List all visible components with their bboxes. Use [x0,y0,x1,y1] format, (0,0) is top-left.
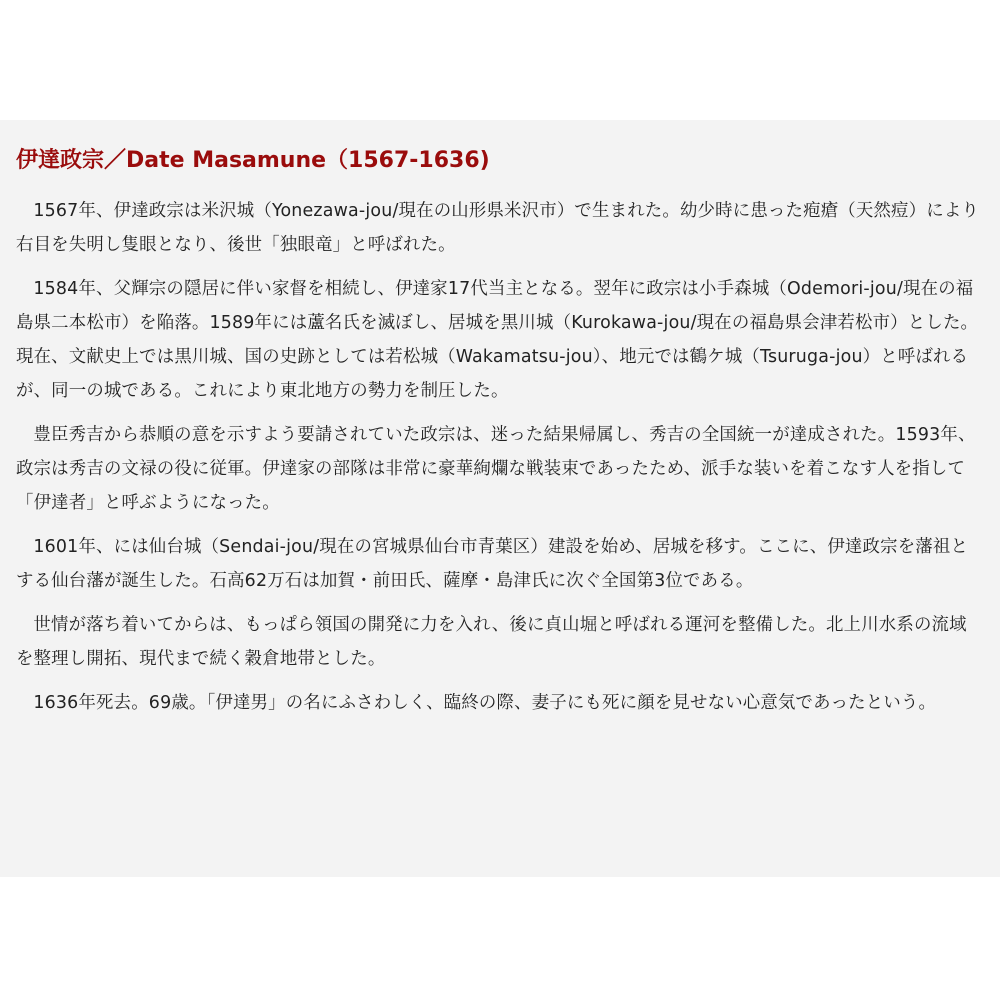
paragraph-3: 豊臣秀吉から恭順の意を示すよう要請されていた政宗は、迷った結果帰属し、秀吉の全国統一が達成された。1593年、政宗は秀吉の文禄の役に従軍。伊達家の部隊は非常に豪華絢爛な戦装束であったため、派手な装いを着こなす人を指して「伊達者」と呼ぶようになった。 [16,425,976,513]
paragraph-6: 1636年死去。69歳。「伊達男」の名にふさわしく、臨終の際、妻子にも死に顔を見せない心意気であったという。 [33,693,937,713]
paragraph-5: 世情が落ち着いてからは、もっぱら領国の開発に力を入れ、後に貞山堀と呼ばれる運河を整備した。北上川水系の流域を整理し開拓、現代まで続く穀倉地帯とした。 [16,615,967,669]
paragraph-1: 1567年、伊達政宗は米沢城（Yonezawa-jou/現在の山形県米沢市）で生まれた。幼少時に患った疱瘡（天然痘）により右目を失明し隻眼となり、後世「独眼竜」と呼ばれた。 [16,201,980,255]
article-title: 伊達政宗／Date Masamune（1567-1636) [16,148,490,173]
article-panel [0,120,1000,877]
paragraph-4: 1601年、には仙台城（Sendai-jou/現在の宮城県仙台市青葉区）建設を始め、居城を移す。ここに、伊達政宗を藩祖とする仙台藩が誕生した。石高62万石は加賀・前田氏、薩摩・島津氏に次ぐ全国第3位である。 [16,537,969,591]
paragraph-2: 1584年、父輝宗の隠居に伴い家督を相続し、伊達家17代当主となる。翌年に政宗は小手森城（Odemori-jou/現在の福島県二本松市）を陥落。1589年には蘆名氏を滅ぼし、居城を黒川城（Kurokawa-jou/現在の福島県会津若松市）とした。現在、文献史上では黒川城、国の史跡としては若松城（Wakamatsu-jou）、地元では鶴ケ城（Tsuruga-jou）と呼ばれるが、同一の城である。これにより東北地方の勢力を制圧した。 [16,279,979,401]
